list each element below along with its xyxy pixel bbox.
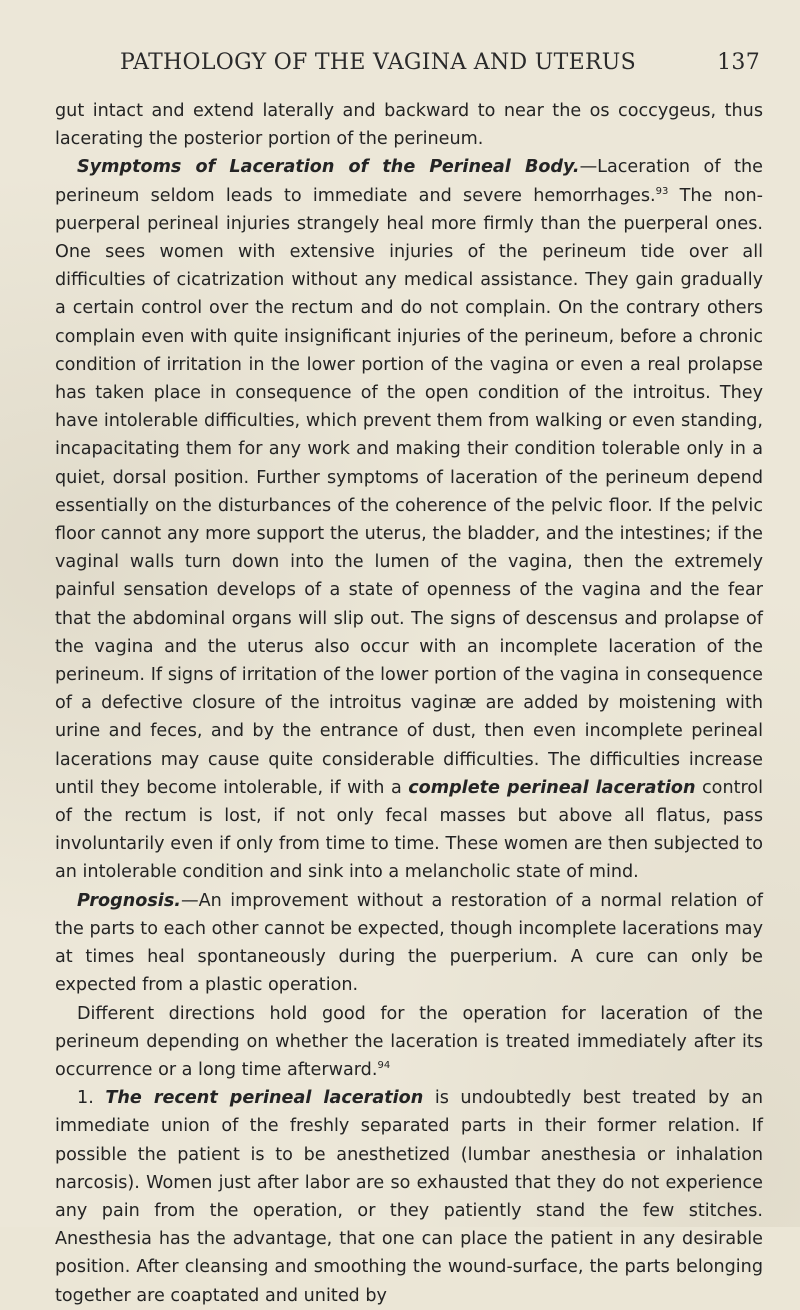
subsection-heading: The recent perineal laceration (105, 1088, 424, 1109)
paragraph-text: —An improvement without a restoration of a normal relation of the parts to each other cannot be expected, though incomplete lacerations may at times heal spontaneously during the puerperium. A cure can only be expected from a plastic operation. (55, 890, 763, 996)
paragraph-text: Different directions hold good for the operation for laceration of the perineum depending on whether the laceration is treated immediately after its occurrence or a long time afterward. (55, 1003, 763, 1080)
paragraph-symptoms (55, 153, 763, 886)
section-heading-prognosis: Prognosis. (77, 890, 181, 911)
paragraph-text: —Laceration of the perineum seldom leads to immediate and severe hemorrhages. (55, 157, 763, 206)
paragraph-directions (55, 1000, 763, 1085)
paragraph-text: The non-puerperal perineal injuries strangely heal more firmly than the puerperal ones. One sees women with extensive injuries of the perineum tide over all difficulties of cicatrization without any medical assistance. They gain gradually a certain control over the rectum and do not complain. On the contrary others complain even with quite insignificant injuries of the perineum, before a chronic condition of irritation in the lower portion of the vagina or even a real prolapse has taken place in consequence of the open condition of the introitus. They have intolerable difficulties, which prevent them from walking or even standing, incapacitating them for any work and making their condition tolerable only in a quiet, dorsal position. Further symptoms of laceration of the perineum depend essentially on the disturbances of the coherence of the pelvic floor. If the pelvic floor cannot any more support the uterus, the bladder, and the intestines; if the vaginal walls turn down into the lumen of the vagina, then the extremely painful sensation develops of a state of openness of the vagina and the fear that the abdominal organs will slip out. The signs of descensus and prolapse of the vagina and the uterus also occur with an incomplete laceration of the perineum. If signs of irritation of the lower portion of the vagina in consequence of a defective closure of the introitus vaginæ are added by moistening with urine and feces, and by the entrance of dust, then even incomplete perineal lacerations may cause quite considerable difficulties. The difficulties increase until they become intolerable, if with a (55, 185, 764, 798)
list-number: 1. (77, 1088, 106, 1109)
body-text (55, 97, 763, 1310)
paragraph-prognosis (55, 887, 763, 1000)
running-title: PATHOLOGY OF THE VAGINA AND UTERUS (120, 50, 637, 75)
paragraph-continuation (55, 97, 763, 153)
paragraph-text: is undoubtedly best treated by an immediate union of the freshly separated parts in their former relation. If possible the patient is to be anesthetized (lumbar anesthesia or inhalation narcosis). Women just after labor are so exhausted that they do not experience any pain from the operation, or they patiently stand the few stitches. Anesthesia has the advantage, that one can place the patient in any desirable position. After cleansing and smoothing the wound-surface, the parts belonging together are coaptated and united by (55, 1088, 763, 1306)
paragraph-text: control of the rectum is lost, if not only fecal masses but above all flatus, pass involuntarily even if only from time to time. These women are then subjected to an intolerable condition and sink into a melancholic state of mind. (55, 777, 763, 883)
page-header (120, 50, 760, 82)
emphasis-text: complete perineal laceration (408, 777, 696, 798)
paragraph-text: gut intact and extend laterally and backward to near the os coccygeus, thus lacerating the posterior portion of the perineum. (55, 101, 763, 150)
page-number: 137 (717, 50, 760, 75)
footnote-ref-93: 93 (655, 185, 669, 197)
paragraph-recent-laceration (55, 1084, 763, 1310)
section-heading-symptoms: Symptoms of Laceration of the Perineal Body. (77, 157, 580, 178)
footnote-ref-94: 94 (377, 1059, 391, 1071)
